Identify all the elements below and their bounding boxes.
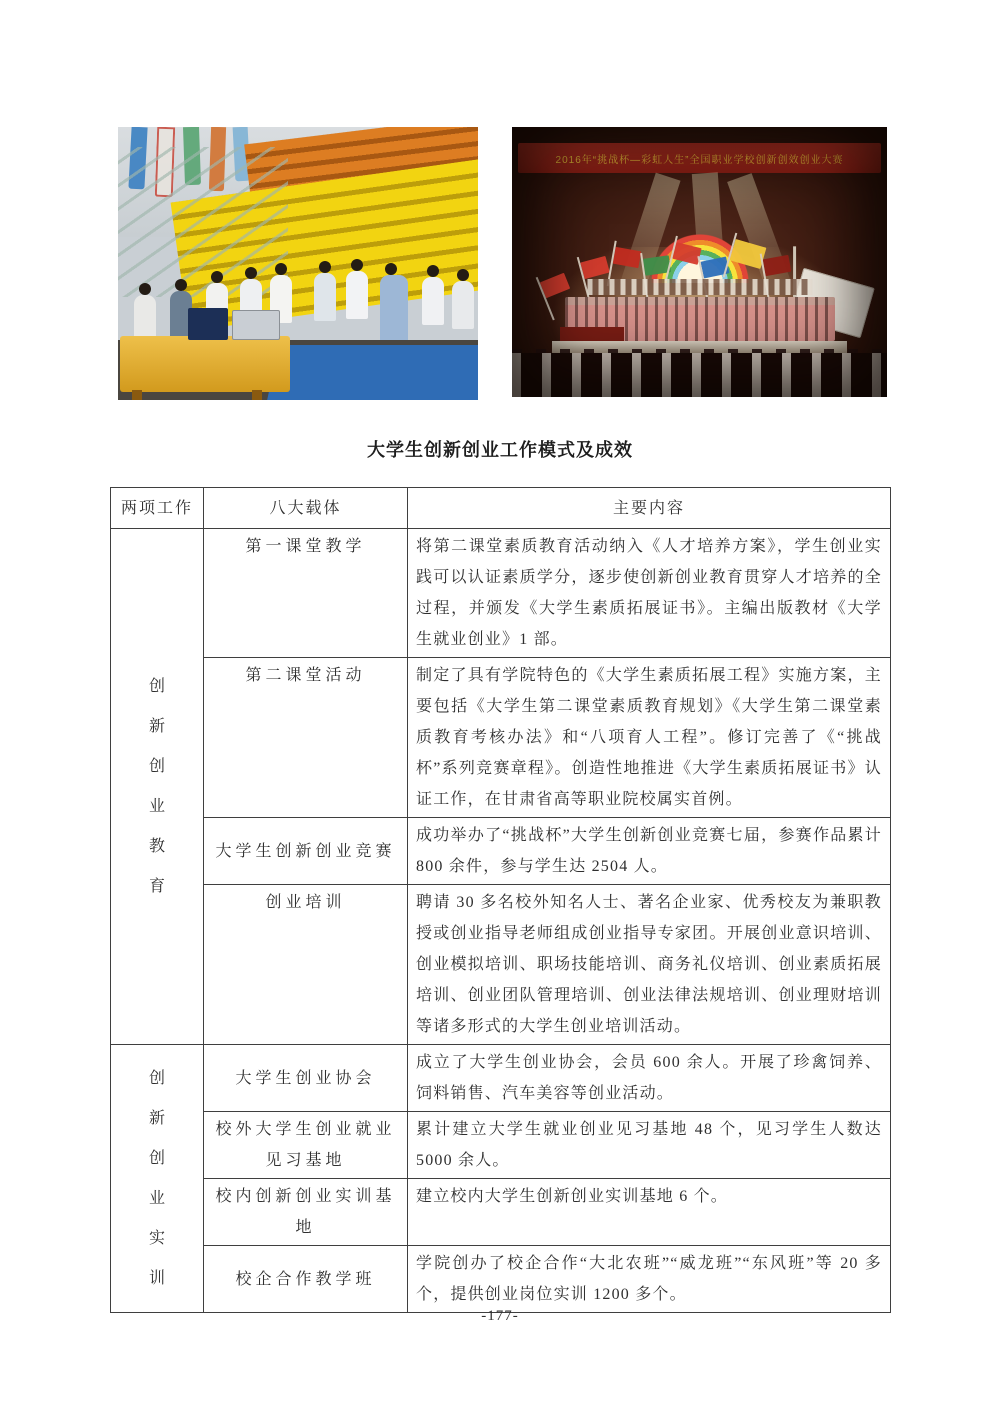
content-cell: 成立了大学生创业协会，会员 600 余人。开展了珍禽饲养、饲料销售、汽车美容等创业活动。 [408, 1045, 891, 1112]
content-cell: 将第二课堂素质教育活动纳入《人才培养方案》，学生创业实践可以认证素质学分，逐步使创新创业教育贯穿人才培养的全过程，并颁发《大学生素质拓展证书》。主编出版教材《大学生就业创业》1 部。 [408, 529, 891, 658]
table-header-row [111, 488, 891, 529]
carrier-cell: 第二课堂活动 [204, 658, 408, 818]
equipment-box [188, 308, 228, 340]
content-cell: 学院创办了校企合作“大北农班”“威龙班”“东风班”等 20 多个，提供创业岗位实训 1200 多个。 [408, 1246, 891, 1313]
table-row [111, 1179, 891, 1246]
content-cell: 聘请 30 多名校外知名人士、著名企业家、优秀校友为兼职教授或创业指导老师组成创业指导专家团。开展创业意识培训、创业模拟培训、职场技能培训、商务礼仪培训、创业素质拓展培训、创业团队管理培训、创业法律法规培训、创业理财培训等诸多形式的大学生创业培训活动。 [408, 885, 891, 1045]
person-figure [346, 271, 368, 319]
exhibit-table [120, 336, 290, 392]
work-mode-table [110, 487, 891, 1313]
table-row [111, 658, 891, 818]
stage-banner-text: 2016年“挑战杯—彩虹人生”全国职业学校创新创效创业大赛 [555, 154, 844, 166]
equipment-instrument [232, 310, 280, 340]
table-row [111, 529, 891, 658]
person-figure [452, 281, 474, 329]
table-row [111, 1112, 891, 1179]
carrier-cell: 大学生创新创业竞赛 [204, 818, 408, 885]
table-row [111, 818, 891, 885]
content-cell: 制定了具有学院特色的《大学生素质拓展工程》实施方案，主要包括《大学生第二课堂素质教育规划》《大学生第二课堂素质教育考核办法》和“八项育人工程”。修订完善了《“挑战杯”系列竞赛章程》。创造性地推进《大学生素质拓展证书》认证工作，在甘肃省高等职业院校属实首例。 [408, 658, 891, 818]
person-figure [422, 277, 444, 325]
work-group-label: 创新创业实训 [148, 1069, 165, 1287]
work-group-education [111, 529, 204, 1045]
content-cell: 成功举办了“挑战杯”大学生创新创业竞赛七届，参赛作品累计 800 余件，参与学生达 2504 人。 [408, 818, 891, 885]
table-row [111, 1246, 891, 1313]
carrier-cell: 第一课堂教学 [204, 529, 408, 658]
photo-stage-event [512, 127, 887, 397]
person-figure [380, 275, 408, 345]
carrier-cell: 校内创新创业实训基地 [204, 1179, 408, 1246]
header-main-content: 主要内容 [408, 488, 891, 529]
table-row [111, 1045, 891, 1112]
photo-exhibition [118, 127, 478, 400]
blue-carpet [267, 345, 478, 400]
photo-vignette [512, 127, 887, 397]
person-figure [314, 273, 336, 321]
carrier-cell: 大学生创业协会 [204, 1045, 408, 1112]
table-title: 大学生创新创业工作模式及成效 [367, 440, 633, 460]
carrier-cell: 创业培训 [204, 885, 408, 1045]
carrier-cell: 校外大学生创业就业见习基地 [204, 1112, 408, 1179]
stadium-railing [118, 147, 288, 297]
content-cell: 累计建立大学生就业创业见习基地 48 个，见习学生人数达 5000 余人。 [408, 1112, 891, 1179]
content-cell: 建立校内大学生创新创业实训基地 6 个。 [408, 1179, 891, 1246]
work-group-practice [111, 1045, 204, 1313]
header-two-tasks: 两项工作 [111, 488, 204, 529]
carrier-cell: 校企合作教学班 [204, 1246, 408, 1313]
work-group-label: 创新创业教育 [148, 677, 165, 895]
page-number: -177- [481, 1308, 519, 1324]
header-eight-carriers: 八大载体 [204, 488, 408, 529]
table-row [111, 885, 891, 1045]
